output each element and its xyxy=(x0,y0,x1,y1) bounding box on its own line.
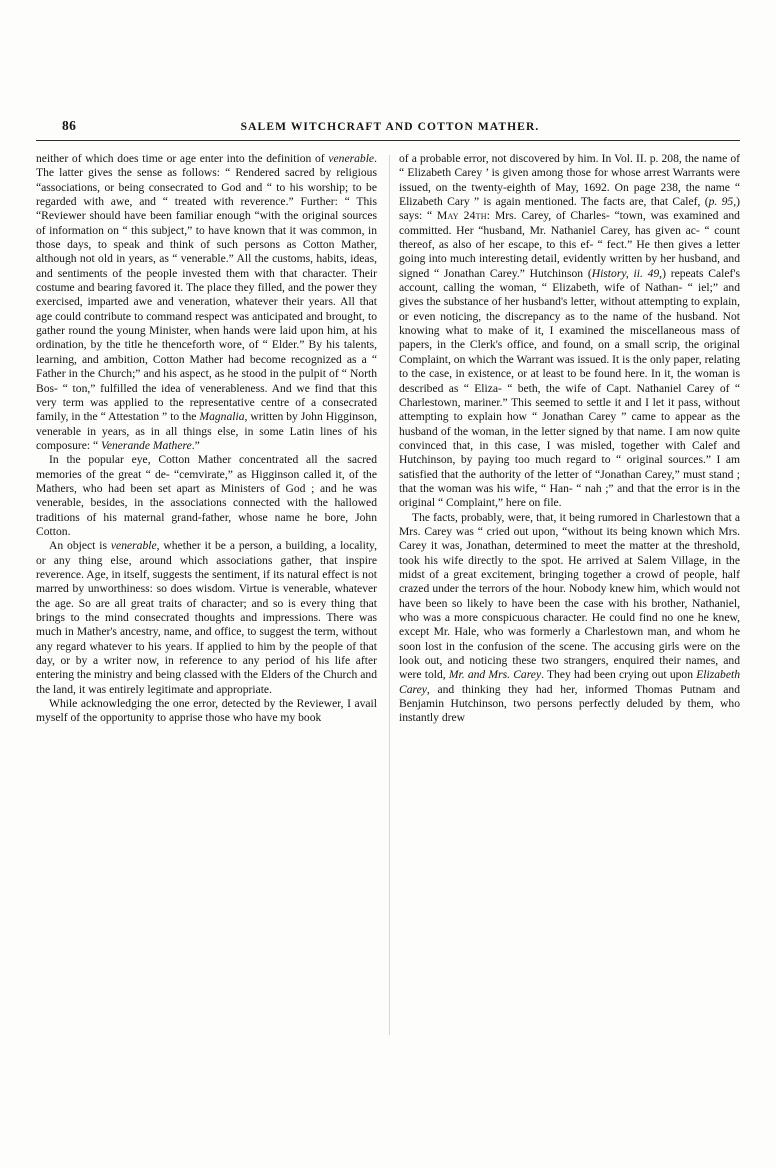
paragraph: In the popular eye, Cotton Mather concentrated all the sacred memories of the great “ de- “cemvirate,” as Higginson called it, of the Mathers, who had been set apart as Ministers of God ; and he was venerable, besides, in the associations connected with the hallowed traditions of his maternal grand-father, whose name he bore, John Cotton. xyxy=(36,453,377,538)
page-number: 86 xyxy=(62,118,77,133)
paragraph: neither of which does time or age enter into the definition of venerable. The latter gives the sense as follows: “ Rendered sacred by religious “associations, or being consecrated to God and “ to his worship; to be regarded with awe, and “ treated with reverence.” Further: “ This “Reviewer should have been familiar enough “with the original sources of information on “ this subject,” to have known that it was common, in those days, to speak and think of such persons as Cotton Mather, although not old in years, as “ venerable.” All the customs, habits, ideas, and sentiments of the people invested them with that character. Their costume and bearing favored it. The place they filled, and the power they exercised, imparted awe and veneration, whatever their years. All that age could contribute to command respect was anticipated and brought, to gather round the young Minister, when hands were laid upon him, at his ordination, by the title he thenceforth wore, of “ Elder.” By his talents, learning, and ambition, Cotton Mather had become recognized as a “ Father in the Church;” and his aspect, as he stood in the pulpit of “ North Bos- “ ton,” fulfilled the idea of venerableness. And we find that this very term was applied to the representative centre of a consecrated family, in the “ Attestation ” to the Magnalia, written by John Higginson, venerable in years, as in all things else, in some Latin lines of his composure: “ Venerande Mathere.” xyxy=(36,152,377,452)
page-header xyxy=(62,118,714,134)
paragraph: The facts, probably, were, that, it being rumored in Charlestown that a Mrs. Carey was “ cried out upon, “without its being known which Mrs. Carey it was, Jonathan, determined to meet the matter at the threshold, took his wife directly to the spot. He arrived at Salem Village, in the midst of a great excitement, bringing together a crowd of people, half crazed under the terrors of the hour. Nobody knew him, which would not have been so likely to have been the case with his brother, Nathaniel, who was a more conspicuous character. He could find no one he knew, except Mr. Hale, who was formerly a Charlestown man, and whom he soon lost in the confusion of the scene. The accusing girls were on the look out, and noticing these two strangers, enquired their names, and were told, Mr. and Mrs. Carey. They had been crying out upon Elizabeth Carey, and thinking they had her, informed Thomas Putnam and Benjamin Hutchinson, two persons perfectly deluded by them, who instantly drew xyxy=(399,510,740,725)
text-columns xyxy=(36,152,740,726)
column-right xyxy=(399,152,740,726)
running-head: SALEM WITCHCRAFT AND COTTON MATHER. xyxy=(240,121,540,133)
header-rule xyxy=(36,140,740,141)
paragraph: An object is venerable, whether it be a person, a building, a locality, or any thing else, around which associations gather, that inspire reverence. Age, in itself, suggests the sentiment, if its natural effect is not marred by unworthiness: so does wisdom. Virtue is venerable, whatever the age. So are all great traits of character; and so is every thing that brings to the mind consecrated thoughts and impressions. There was much in Mather's ancestry, name, and office, to suggest the term, without any regard whatever to his years. If applied to him by the people of that day, or by a writer now, in reference to any period of his life after entering the ministry and being classed with the Elders of the Church and the land, it was entirely legitimate and appropriate. xyxy=(36,539,377,696)
paragraph: of a probable error, not discovered by him. In Vol. II. p. 208, the name of “ Elizabeth Carey ’ is given among those for whose arrest Warrants were issued, on the twenty-eighth of May, 1692. On page 238, the name “ Elizabeth Cary ” is again mentioned. The facts are, that Calef, (p. 95,) says: “ May 24th: Mrs. Carey, of Charles- “town, was examined and committed. Her “husband, Mr. Nathaniel Carey, has given ac- “ count thereof, as also of her escape, to this ef- “ fect.” He then gives a letter going into much interesting detail, evidently written by her husband, and signed “ Jonathan Carey.” Hutchinson (History, ii. 49,) repeats Calef's account, calling the woman, “ Elizabeth, wife of Nathan- “ iel;” and gives the substance of her husband's letter, without attempting to explain, or even noticing, the discrepancy as to the name of the husband. Not knowing what to make of it, I examined the miscellaneous mass of papers, in the Clerk's office, and found, on a small scrip, the original Complaint, on which the Warrant was issued. It is the only paper, relating to the case, in existence, or at least to be found here. In it, the woman is described as “ Eliza- “ beth, the wife of Capt. Nathaniel Carey of “ Charlestown, mariner.” This seemed to settle it and I let it pass, without attempting to explain how “ Jonathan Carey ” came to appear as the husband of the woman, in the letter signed by that name. I am now quite convinced that, in this case, I was misled, together with Calef and Hutchinson, by paying too much regard to “ original sources.” I am satisfied that the authority of the letter of “Jonathan Carey,” must stand ; that the woman was his wife, “ Han- “ nah ;” and that the error is in the original “ Complaint,” here on file. xyxy=(399,152,740,510)
paragraph: While acknowledging the one error, detected by the Reviewer, I avail myself of the opportunity to apprise those who have my book xyxy=(36,697,377,725)
column-left xyxy=(36,152,377,726)
